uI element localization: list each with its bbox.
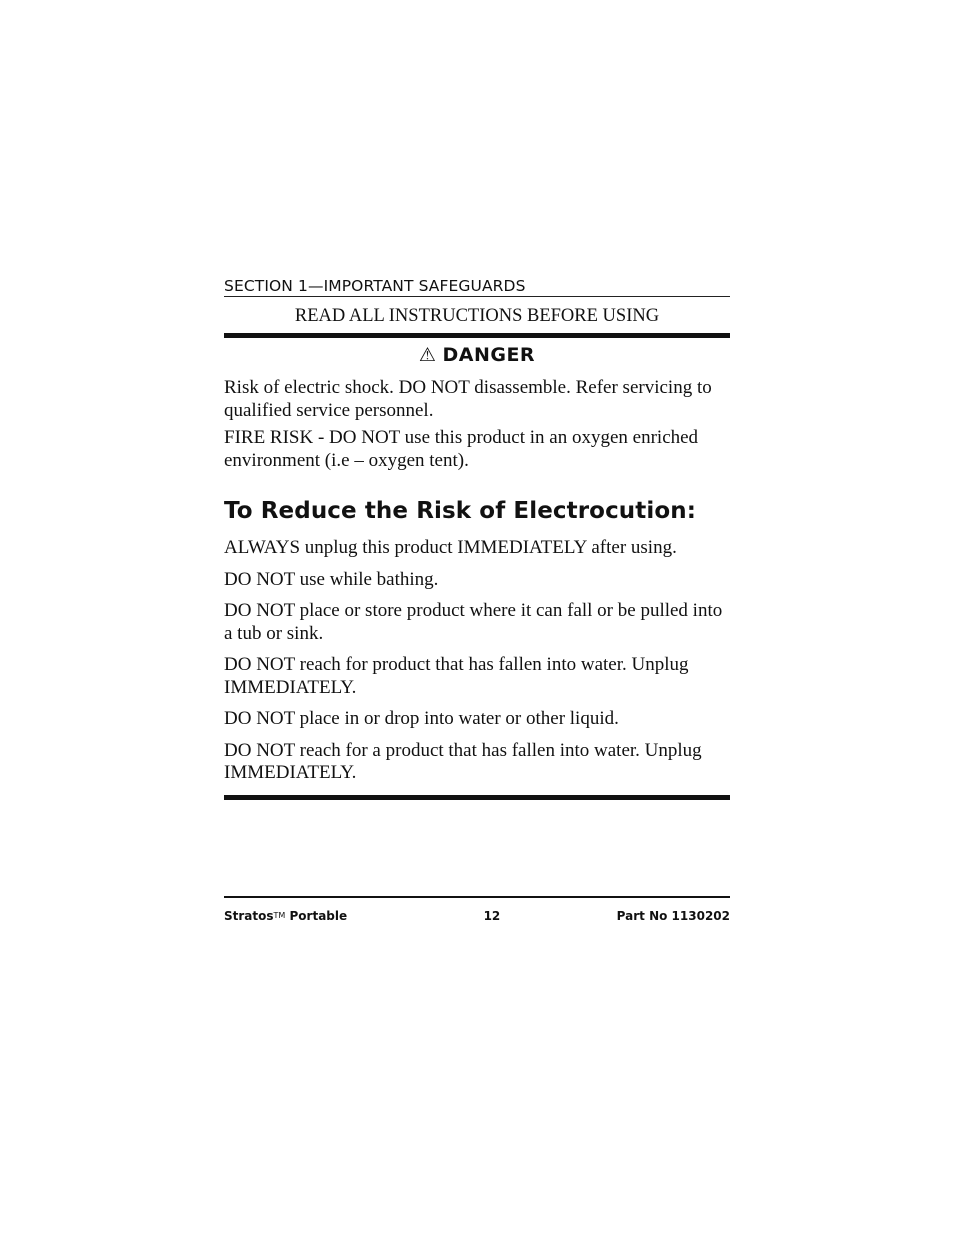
product-suffix: Portable: [289, 909, 348, 923]
electrocution-heading: To Reduce the Risk of Electrocution:: [224, 498, 697, 524]
list-item: DO NOT reach for a product that has fallen into water. Unplug IMMEDIATELY.: [224, 739, 702, 783]
warning-triangle-icon: ⚠: [418, 344, 437, 366]
list-item: DO NOT place in or drop into water or other liquid.: [224, 708, 619, 729]
list-item: DO NOT use while bathing.: [224, 568, 439, 590]
read-all-instructions: READ ALL INSTRUCTIONS BEFORE USING: [224, 305, 730, 338]
list-item: DO NOT reach for product that has fallen into water. Unplug IMMEDIATELY.: [224, 654, 689, 698]
danger-body: [224, 377, 730, 472]
danger-title: [224, 343, 730, 367]
section-header: SECTION 1—IMPORTANT SAFEGUARDS: [224, 276, 730, 297]
danger-paragraph: FIRE RISK - DO NOT use this product in an oxygen enriched environment (i.e – oxygen tent).: [224, 427, 699, 471]
page-footer: [224, 896, 730, 924]
footer-product: [224, 908, 347, 924]
danger-label: DANGER: [442, 344, 536, 366]
danger-paragraph: Risk of electric shock. DO NOT disassemble. Refer servicing to qualified service personnel.: [224, 377, 712, 421]
part-number: Part No 1130202: [616, 909, 730, 923]
section-divider: [224, 795, 730, 800]
list-item: ALWAYS unplug this product IMMEDIATELY after using.: [224, 537, 677, 558]
trademark-symbol: TM: [273, 911, 286, 920]
electrocution-list: [224, 537, 730, 785]
page-content: [224, 276, 730, 800]
list-item: DO NOT place or store product where it can fall or be pulled into a tub or sink.: [224, 600, 723, 644]
page-number: 12: [483, 909, 501, 923]
product-name: Stratos: [224, 909, 274, 923]
